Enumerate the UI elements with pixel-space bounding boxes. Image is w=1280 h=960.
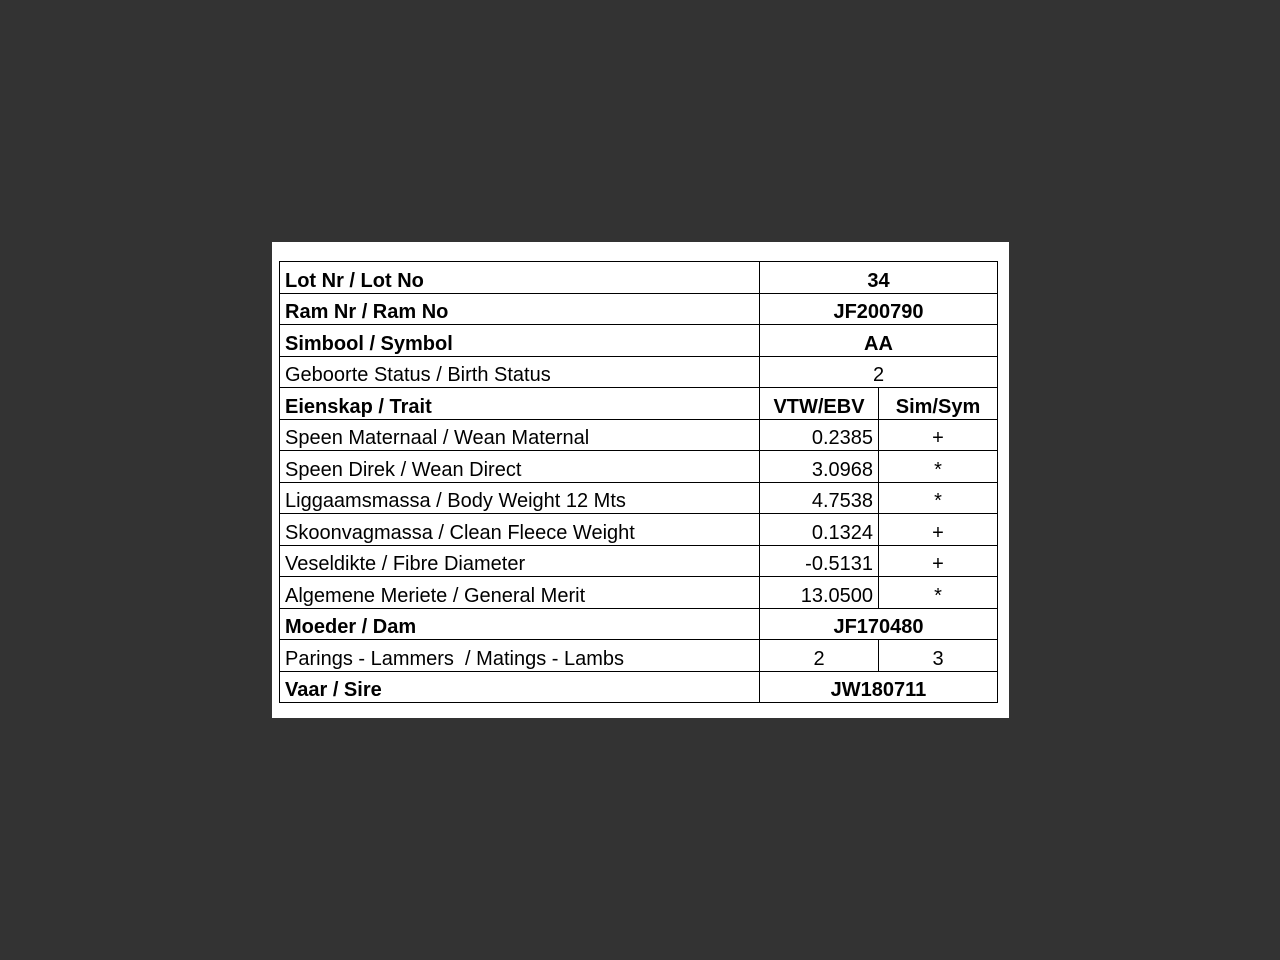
symbol-row (280, 325, 998, 357)
lot-number-value: 34 (760, 262, 998, 294)
trait-symbol: + (879, 545, 998, 577)
ram-number-label: Ram Nr / Ram No (280, 293, 760, 325)
trait-ebv: 13.0500 (760, 577, 879, 609)
lot-number-row (280, 262, 998, 294)
matings-label: Parings - Lammers / Matings - Lambs (280, 640, 760, 672)
lambs-count: 3 (879, 640, 998, 672)
birth-status-value: 2 (760, 356, 998, 388)
trait-row (280, 482, 998, 514)
sire-value: JW180711 (760, 671, 998, 703)
trait-row (280, 451, 998, 483)
dam-value: JF170480 (760, 608, 998, 640)
trait-ebv: 4.7538 (760, 482, 879, 514)
trait-ebv: 0.1324 (760, 514, 879, 546)
matings-row (280, 640, 998, 672)
trait-symbol: * (879, 482, 998, 514)
trait-symbol: * (879, 577, 998, 609)
trait-row (280, 577, 998, 609)
trait-label: Skoonvagmassa / Clean Fleece Weight (280, 514, 760, 546)
trait-row (280, 545, 998, 577)
birth-status-row (280, 356, 998, 388)
symbol-value: AA (760, 325, 998, 357)
ram-number-value: JF200790 (760, 293, 998, 325)
trait-header-row (280, 388, 998, 420)
birth-status-label: Geboorte Status / Birth Status (280, 356, 760, 388)
lot-number-label: Lot Nr / Lot No (280, 262, 760, 294)
dam-label: Moeder / Dam (280, 608, 760, 640)
lot-sheet (272, 242, 1009, 718)
trait-symbol: + (879, 514, 998, 546)
trait-label: Speen Direk / Wean Direct (280, 451, 760, 483)
symbol-column-header: Sim/Sym (879, 388, 998, 420)
trait-ebv: 0.2385 (760, 419, 879, 451)
symbol-label: Simbool / Symbol (280, 325, 760, 357)
ebv-column-header: VTW/EBV (760, 388, 879, 420)
trait-label: Veseldikte / Fibre Diameter (280, 545, 760, 577)
matings-count: 2 (760, 640, 879, 672)
trait-header-label: Eienskap / Trait (280, 388, 760, 420)
ram-details-table (279, 261, 998, 703)
trait-ebv: -0.5131 (760, 545, 879, 577)
dam-row (280, 608, 998, 640)
trait-row (280, 514, 998, 546)
sire-label: Vaar / Sire (280, 671, 760, 703)
ram-number-row (280, 293, 998, 325)
trait-row (280, 419, 998, 451)
trait-symbol: + (879, 419, 998, 451)
trait-label: Algemene Meriete / General Merit (280, 577, 760, 609)
trait-symbol: * (879, 451, 998, 483)
trait-ebv: 3.0968 (760, 451, 879, 483)
trait-label: Speen Maternaal / Wean Maternal (280, 419, 760, 451)
trait-label: Liggaamsmassa / Body Weight 12 Mts (280, 482, 760, 514)
sire-row (280, 671, 998, 703)
